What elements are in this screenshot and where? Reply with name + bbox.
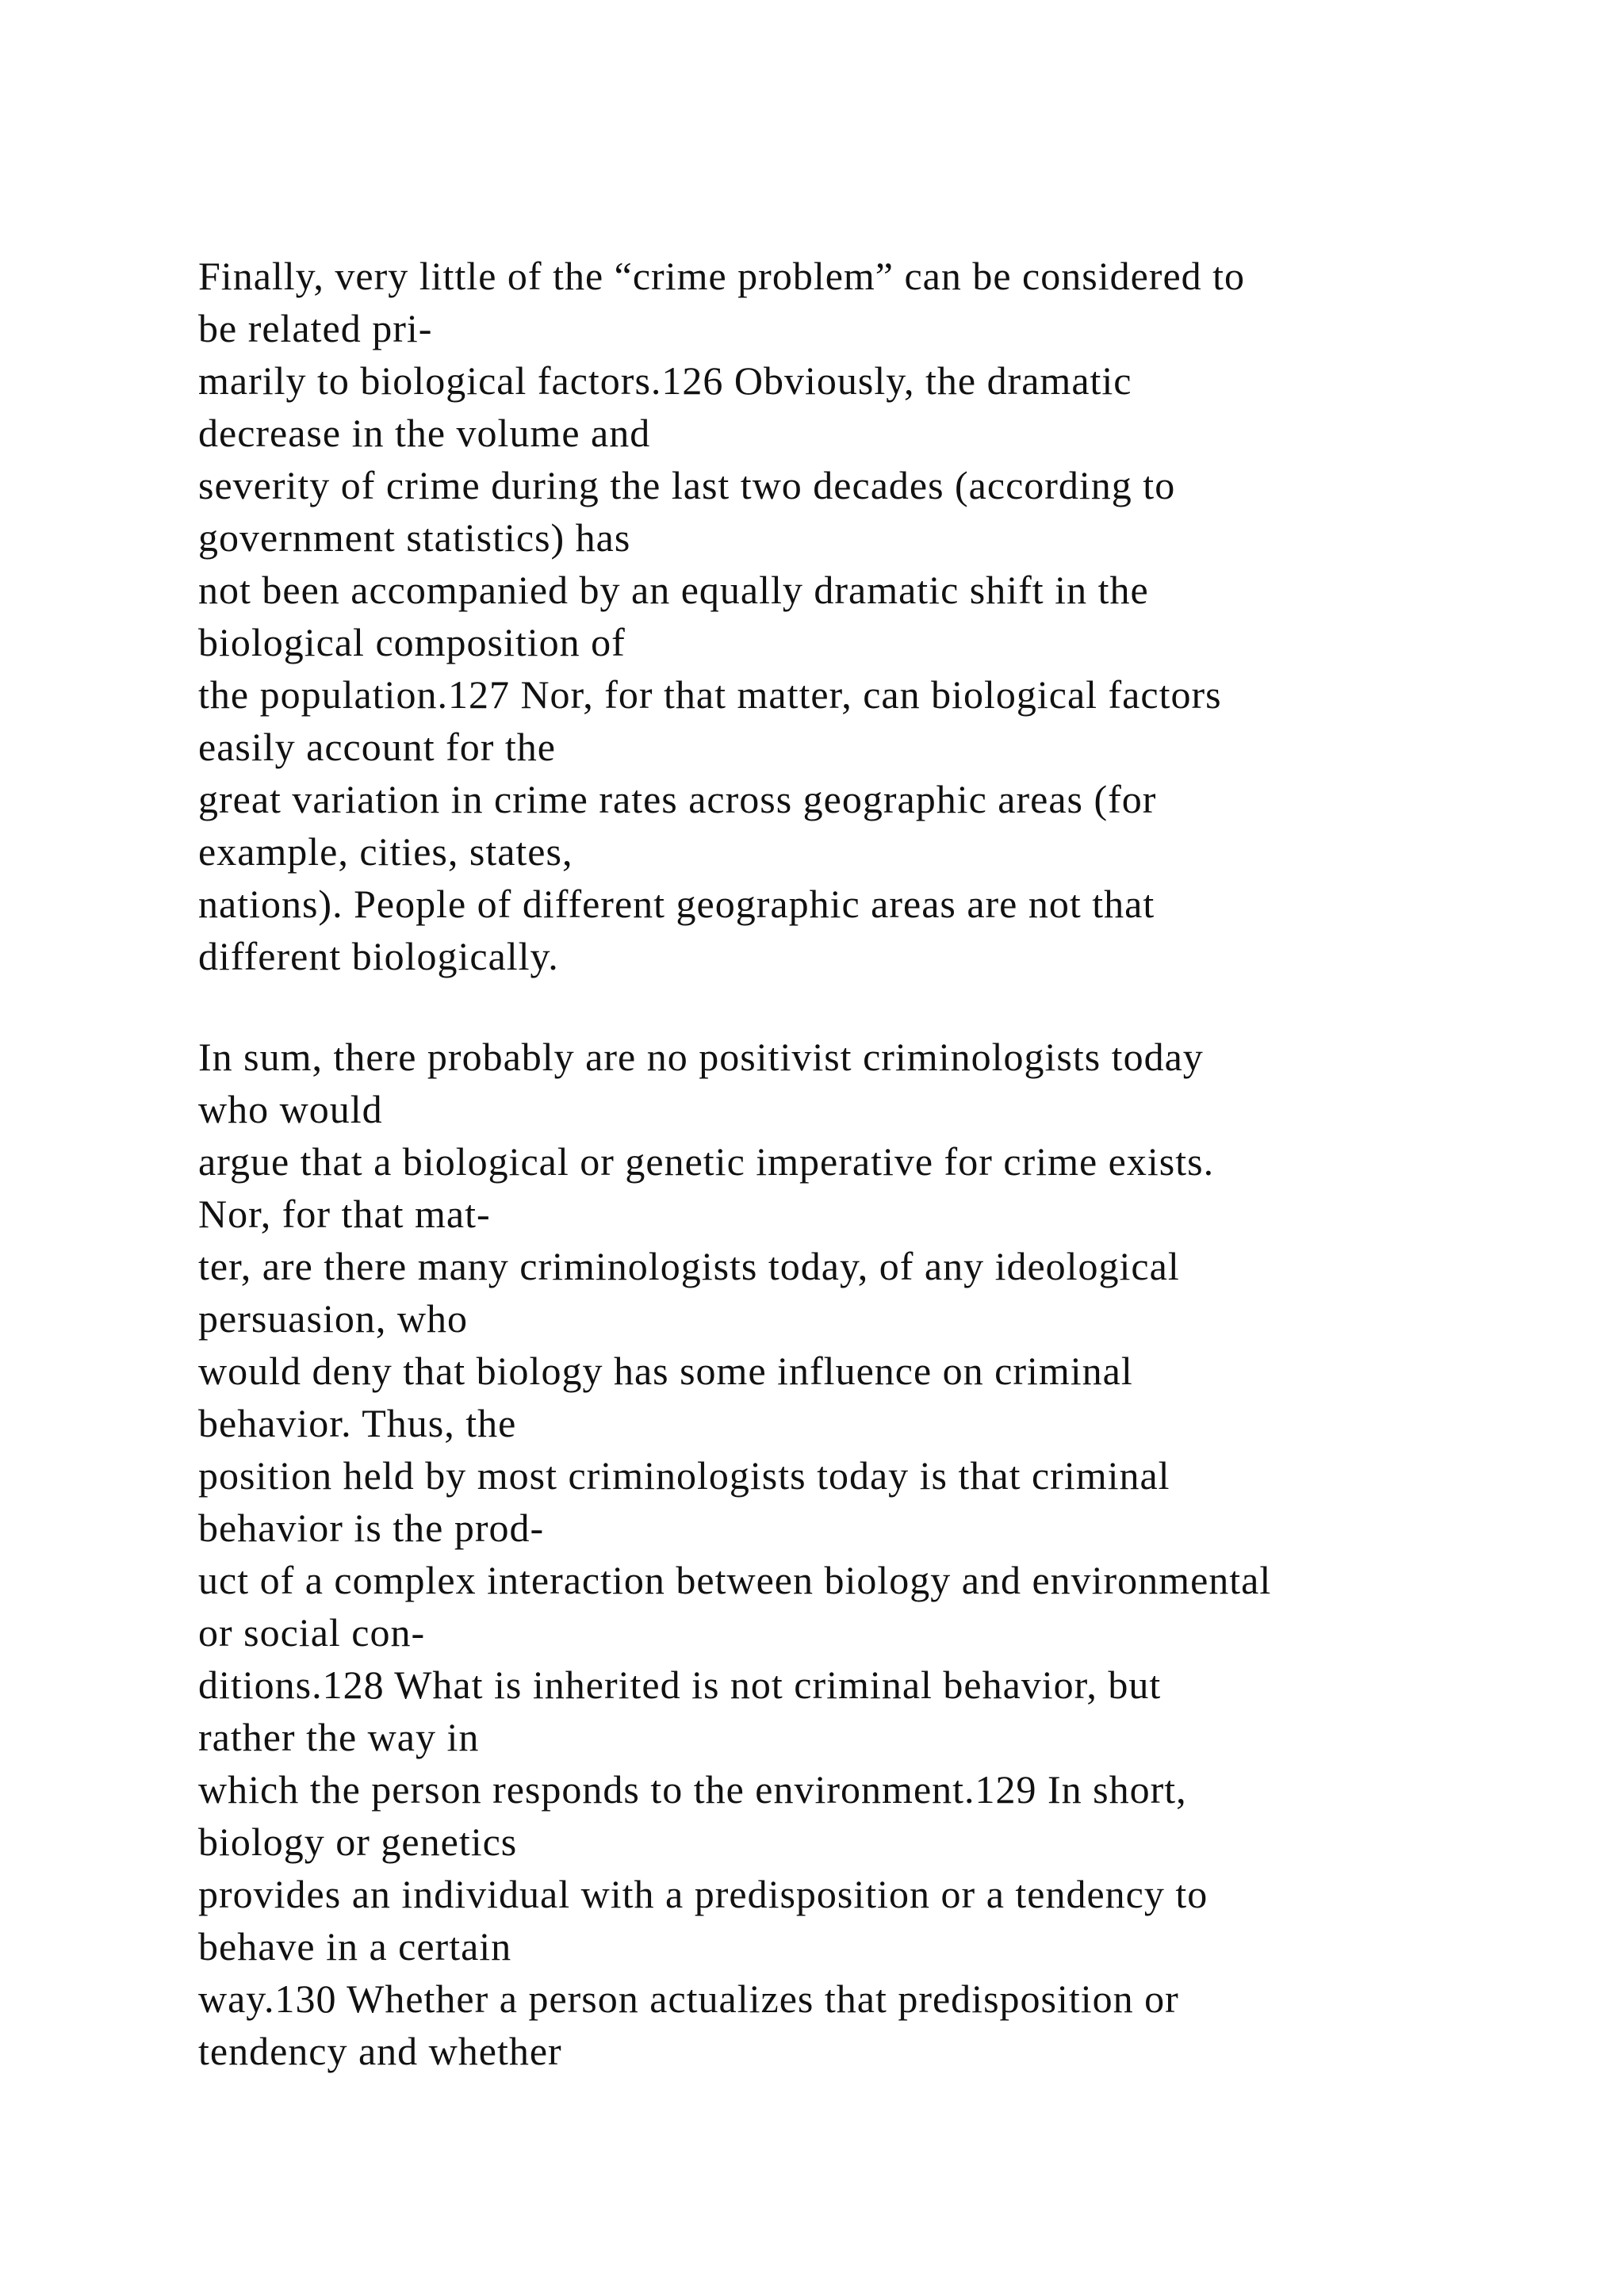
paragraph-1 [198,250,1562,982]
text-line: severity of crime during the last two decades (according to [198,463,1176,507]
text-line: tendency and whether [198,2029,562,2073]
text-line: behavior is the prod- [198,1506,545,1550]
text-line: uct of a complex interaction between biology and environmental [198,1558,1272,1602]
text-line: Nor, for that mat- [198,1192,491,1236]
text-line: different biologically. [198,934,559,978]
text-line: behavior. Thus, the [198,1401,517,1445]
text-line: which the person responds to the environment.129 In short, [198,1767,1187,1812]
text-line: way.130 Whether a person actualizes that predisposition or [198,1976,1179,2021]
text-line: argue that a biological or genetic imperative for crime exists. [198,1139,1215,1184]
text-line: rather the way in [198,1715,480,1759]
text-line: provides an individual with a predisposition or a tendency to [198,1872,1208,1916]
text-line: ter, are there many criminologists today, of any ideological [198,1244,1180,1288]
text-line: who would [198,1087,383,1131]
text-line: or social con- [198,1610,426,1655]
text-line: In sum, there probably are no positivist criminologists today [198,1035,1204,1079]
text-line: great variation in crime rates across geographic areas (for [198,777,1157,821]
text-line: ditions.128 What is inherited is not criminal behavior, but [198,1663,1162,1707]
text-line: persuasion, who [198,1296,468,1341]
text-line: would deny that biology has some influence on criminal [198,1349,1133,1393]
text-line: example, cities, states, [198,829,573,874]
text-line: biological composition of [198,620,626,664]
text-line: biology or genetics [198,1820,518,1864]
text-line: not been accompanied by an equally dramatic shift in the [198,568,1149,612]
text-line: government statistics) has [198,515,631,560]
text-line: be related pri- [198,306,433,350]
text-line: easily account for the [198,725,556,769]
text-line: Finally, very little of the “crime problem” can be considered to [198,254,1246,298]
paragraph-2 [198,1031,1562,2077]
text-line: the population.127 Nor, for that matter, can biological factors [198,672,1222,717]
text-line: behave in a certain [198,1924,512,1969]
text-line: nations). People of different geographic areas are not that [198,882,1155,926]
text-line: position held by most criminologists today is that criminal [198,1453,1170,1498]
text-line: decrease in the volume and [198,411,651,455]
text-line: marily to biological factors.126 Obviously, the dramatic [198,358,1132,403]
